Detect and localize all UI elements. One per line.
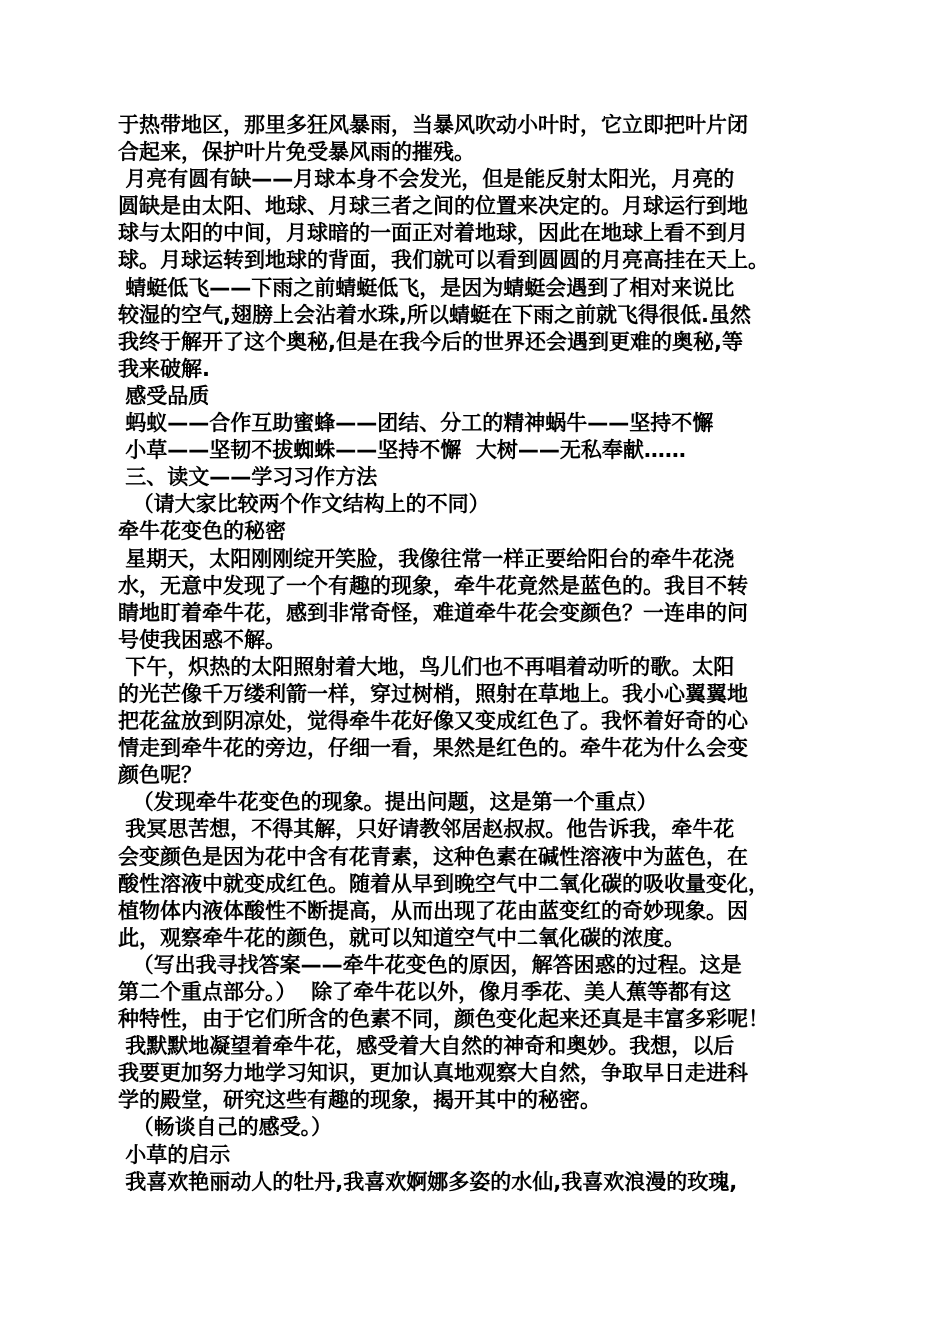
text-line: 情走到牵牛花的旁边，仔细一看，果然是红色的。牵牛花为什么会变 [118, 736, 748, 761]
text-line: 蚂蚁——合作互助蜜蜂——团结、分工的精神蜗牛——坚持不懈 [118, 411, 714, 436]
text-line: 较湿的空气,翅膀上会沾着水珠,所以蜻蜓在下雨之前就飞得很低.虽然 [118, 302, 751, 327]
text-line: 此，观察牵牛花的颜色，就可以知道空气中二氧化碳的浓度。 [118, 925, 685, 950]
text-line: 号使我困惑不解。 [118, 627, 286, 652]
document-body [118, 112, 858, 1196]
text-line: 星期天，太阳刚刚绽开笑脸，我像往常一样正要给阳台的牵牛花浇 [118, 546, 735, 571]
text-line: （请大家比较两个作文结构上的不同） [118, 492, 490, 517]
text-line: 的光芒像千万缕利箭一样，穿过树梢，照射在草地上。我小心翼翼地 [118, 681, 748, 706]
text-line: 种特性，由于它们所含的色素不同，颜色变化起来还真是丰富多彩呢！ [118, 1007, 769, 1032]
text-line: 球与太阳的中间，月球暗的一面正对着地球，因此在地球上看不到月 [118, 221, 748, 246]
text-line: 第二个重点部分。） 除了牵牛花以外，像月季花、美人蕉等都有这 [118, 980, 732, 1004]
text-line: 小草——坚韧不拔蜘蛛——坚持不懈 大树——无私奉献…… [118, 438, 686, 463]
text-line: （写出我寻找答案——牵牛花变色的原因，解答困惑的过程。这是 [118, 952, 742, 977]
text-line: 睛地盯着牵牛花，感到非常奇怪，难道牵牛花会变颜色？一连串的问 [118, 600, 748, 625]
text-line: 我喜欢艳丽动人的牡丹,我喜欢婀娜多姿的水仙,我喜欢浪漫的玫瑰, [118, 1169, 738, 1194]
text-line: 于热带地区，那里多狂风暴雨，当暴风吹动小叶时，它立即把叶片闭 [118, 113, 748, 137]
text-line: 圆缺是由太阳、地球、月球三者之间的位置来决定的。月球运行到地 [118, 194, 748, 219]
text-line: 三、读文——学习习作方法 [118, 465, 378, 490]
text-line: 颜色呢？ [118, 763, 202, 788]
text-line: 学的殿堂，研究这些有趣的现象，揭开其中的秘密。 [118, 1088, 601, 1113]
text-line: 月亮有圆有缺——月球本身不会发光，但是能反射太阳光，月亮的 [118, 167, 735, 192]
text-line: 我要更加努力地学习知识，更加认真地观察大自然，争取早日走进科 [118, 1061, 748, 1086]
text-line: 我终于解开了这个奥秘,但是在我今后的世界还会遇到更难的奥秘,等 [118, 329, 743, 354]
text-line: 酸性溶液中就变成红色。随着从早到晚空气中二氧化碳的吸收量变化， [118, 871, 769, 896]
text-line: 我来破解. [118, 356, 210, 381]
text-line: 水，无意中发现了一个有趣的现象，牵牛花竟然是蓝色的。我目不转 [118, 573, 748, 598]
text-line: 我冥思苦想，不得其解，只好请教邻居赵叔叔。他告诉我，牵牛花 [118, 817, 735, 842]
text-line: 会变颜色是因为花中含有花青素，这种色素在碱性溶液中为蓝色，在 [118, 844, 748, 869]
text-line: （畅谈自己的感受。） [118, 1115, 333, 1140]
text-line: 植物体内液体酸性不断提高，从而出现了花由蓝变红的奇妙现象。因 [118, 898, 748, 923]
text-line: 合起来，保护叶片免受暴风雨的摧残。 [118, 140, 475, 165]
text-line: 牵牛花变色的秘密 [118, 519, 286, 544]
text-line: 蜻蜓低飞——下雨之前蜻蜓低飞，是因为蜻蜓会遇到了相对来说比 [118, 275, 735, 300]
text-line: 我默默地凝望着牵牛花，感受着大自然的神奇和奥妙。我想，以后 [118, 1034, 735, 1059]
text-line: 把花盆放到阴凉处，觉得牵牛花好像又变成红色了。我怀着好奇的心 [118, 709, 748, 734]
text-line: （发现牵牛花变色的现象。提出问题，这是第一个重点） [118, 790, 658, 815]
text-line: 下午，炽热的太阳照射着大地，鸟儿们也不再唱着动听的歌。太阳 [118, 654, 735, 679]
text-line: 球。月球运转到地球的背面，我们就可以看到圆圆的月亮高挂在天上。 [118, 248, 769, 273]
text-line: 小草的启示 [118, 1142, 231, 1167]
text-line: 感受品质 [118, 383, 210, 408]
